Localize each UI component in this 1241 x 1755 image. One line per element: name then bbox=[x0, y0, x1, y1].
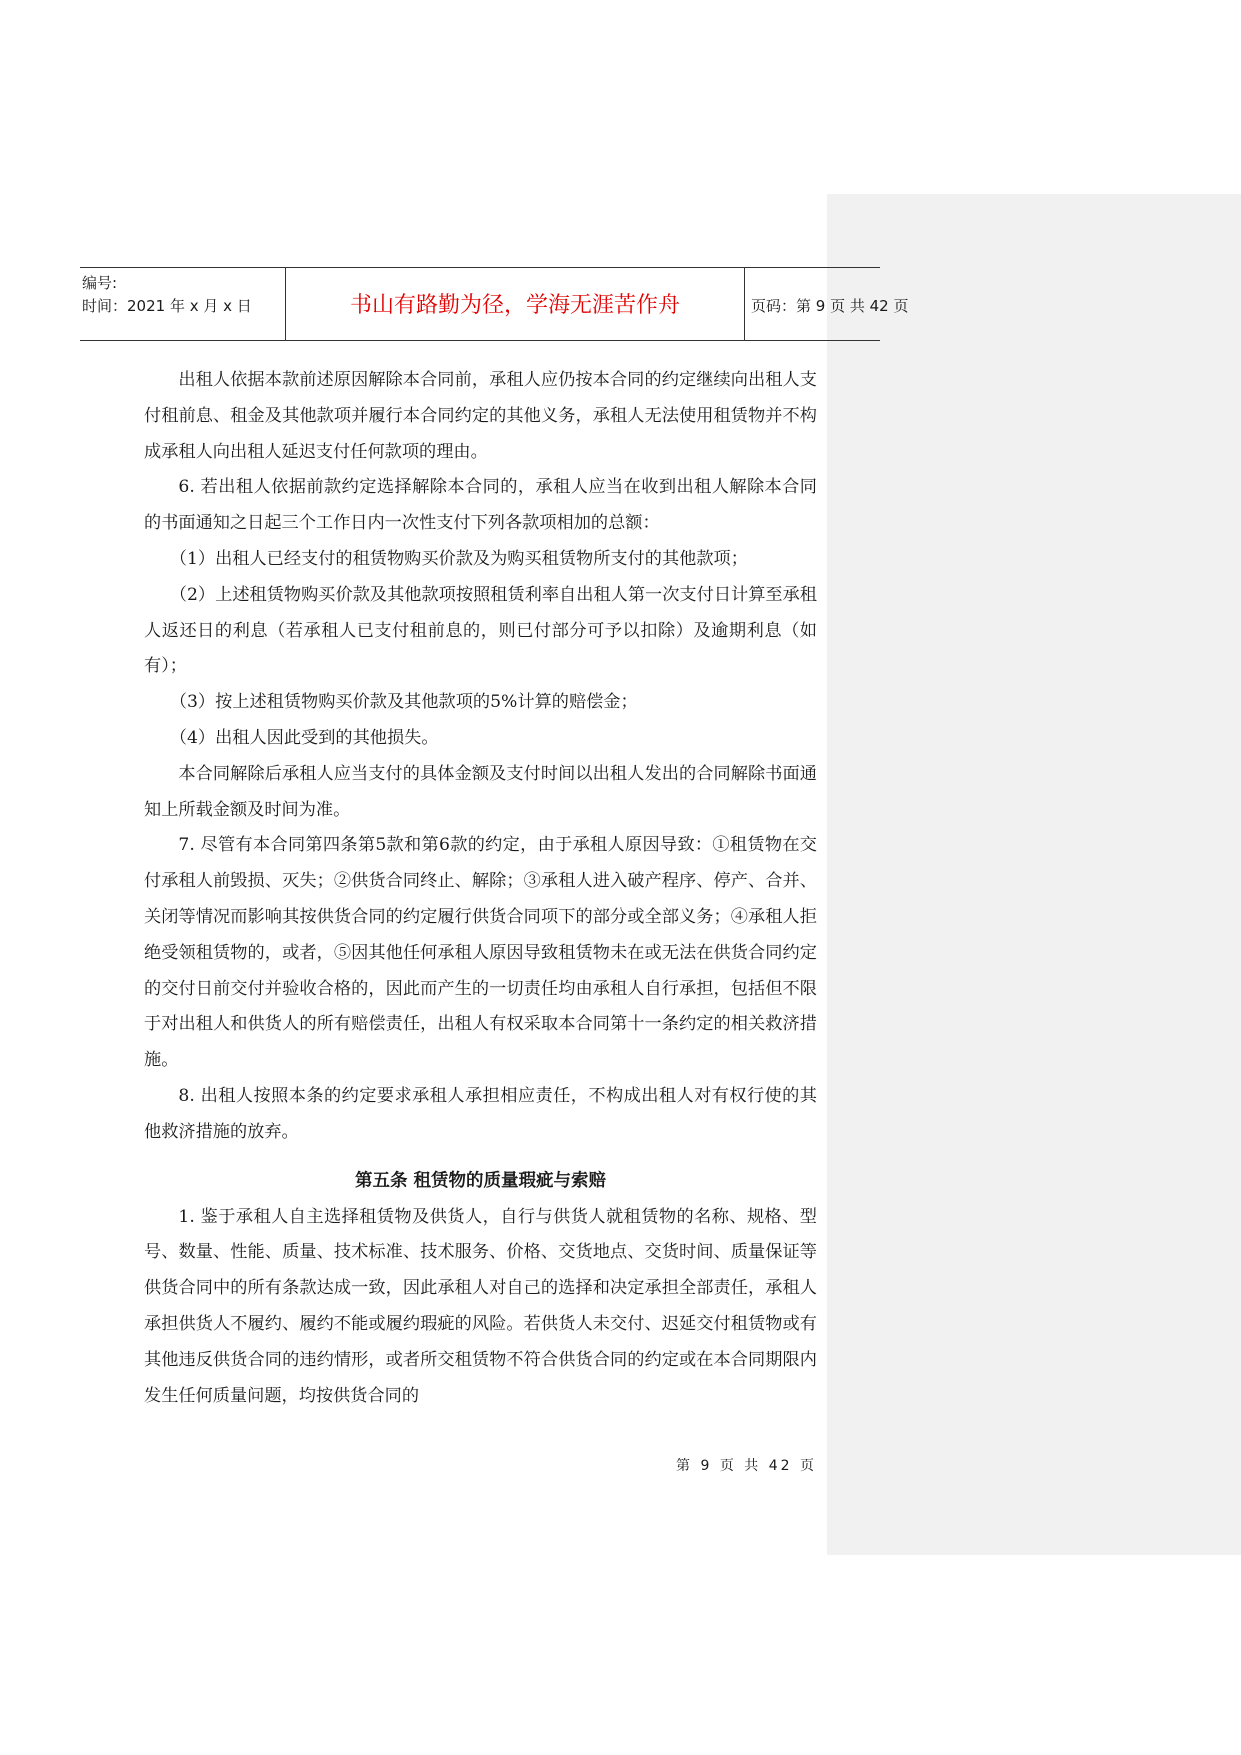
paragraph: 本合同解除后承租人应当支付的具体金额及支付时间以出租人发出的合同解除书面通知上所载金额及时间为准。 bbox=[144, 763, 817, 820]
paragraph: 8. 出租人按照本条的约定要求承租人承担相应责任，不构成出租人对有权行使的其他救济措施的放弃。 bbox=[144, 1085, 817, 1142]
section-title: 第五条 租赁物的质量瑕疵与索赔 bbox=[354, 1170, 607, 1191]
time-label: 时间：2021 年 x 月 x 日 bbox=[82, 297, 252, 315]
paragraph: 出租人依据本款前述原因解除本合同前，承租人应仍按本合同的约定继续向出租人支付租前息、租金及其他款项并履行本合同约定的其他义务，承租人无法使用租赁物并不构成承租人向出租人延迟支付任何款项的理由。 bbox=[144, 370, 817, 462]
paragraph: 1. 鉴于承租人自主选择租赁物及供货人，自行与供货人就租赁物的名称、规格、型号、数量、性能、质量、技术标准、技术服务、价格、交货地点、交货时间、质量保证等供货合同中的所有条款达成一致，因此承租人对自己的选择和决定承担全部责任，承租人承担供货人不履约、履约不能或履约瑕疵的风险。若供货人未交付、迟延交付租赁物或有其他违反供货合同的违约情形，或者所交租赁物不符合供货合同的约定或在本合同期限内发生任何质量问题，均按供货合同的 bbox=[144, 1206, 817, 1406]
header-left-cell bbox=[80, 268, 285, 340]
comment-pane bbox=[827, 194, 1241, 1555]
serial-label: 编号: bbox=[82, 274, 118, 292]
list-item: （3）按上述租赁物购买价款及其他款项的5%计算的赔偿金； bbox=[169, 692, 638, 713]
header-mid-cell bbox=[285, 268, 745, 340]
header-right-cell bbox=[744, 268, 909, 340]
list-item: （1）出租人已经支付的租赁物购买价款及为购买租赁物所支付的其他款项； bbox=[169, 548, 748, 569]
document-body bbox=[144, 363, 817, 1414]
list-item: （2）上述租赁物购买价款及其他款项按照租赁利率自出租人第一次支付日计算至承租人返还日的利息（若承租人已支付租前息的，则已付部分可予以扣除）及逾期利息（如有）； bbox=[144, 584, 817, 677]
paragraph: 6. 若出租人依据前款约定选择解除本合同的，承租人应当在收到出租人解除本合同的书面通知之日起三个工作日内一次性支付下列各款项相加的总额： bbox=[144, 477, 817, 534]
list-item: （4）出租人因此受到的其他损失。 bbox=[169, 727, 439, 748]
paragraph: 7. 尽管有本合同第四条第5款和第6款的约定，由于承租人原因导致：①租赁物在交付承租人前毁损、灭失；②供货合同终止、解除；③承租人进入破产程序、停产、合并、关闭等情况而影响其按供货合同的约定履行供货合同项下的部分或全部义务；④承租人拒绝受领租赁物的，或者，⑤因其他任何承租人原因导致租赁物未在或无法在供货合同约定的交付日前交付并验收合格的，因此而产生的一切责任均由承租人自行承担，包括但不限于对出租人和供货人的所有赔偿责任，出租人有权采取本合同第十一条约定的相关救济措施。 bbox=[144, 835, 817, 1071]
page-info: 页码：第 9 页 共 42 页 bbox=[751, 297, 909, 315]
page-footer: 第 9 页 共 42 页 bbox=[676, 1458, 817, 1474]
page-header bbox=[80, 267, 909, 341]
header-motto: 书山有路勤为径，学海无涯苦作舟 bbox=[349, 293, 680, 318]
